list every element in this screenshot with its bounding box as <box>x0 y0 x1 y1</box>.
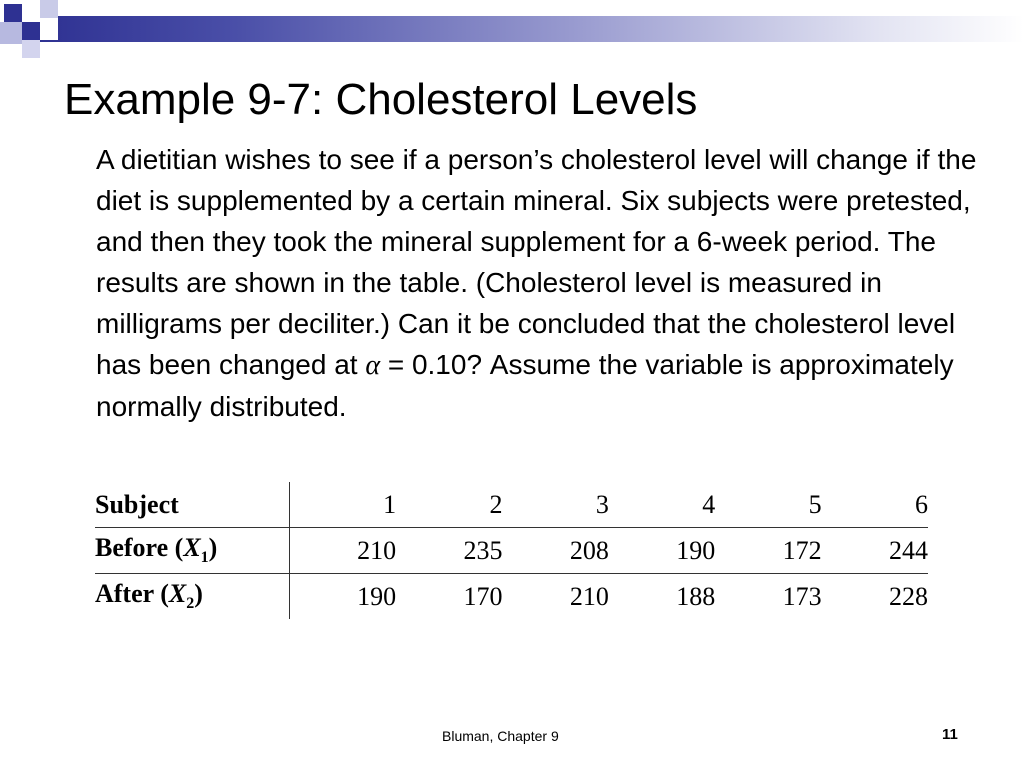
footer-source: Bluman, Chapter 9 <box>442 728 559 744</box>
decor-square <box>22 40 40 58</box>
decor-square <box>22 22 40 40</box>
table-row-before <box>95 528 928 574</box>
after-value: 188 <box>676 581 716 611</box>
problem-statement <box>96 139 996 427</box>
decor-square <box>22 4 40 22</box>
subject-number: 1 <box>289 482 396 528</box>
alpha-symbol: α <box>365 350 381 381</box>
problem-text-part-1: A dietitian wishes to see if a person’s cholesterol level will change if the diet is supplemented by a certain mineral. Six subjects were pretested, and then they took the mineral supplement for a 6-week period. The results are shown in the table. (Cholesterol level is measured in milligrams per deciliter.) Can it be concluded that the cholesterol level has been changed at <box>96 144 977 380</box>
decor-square <box>4 4 22 22</box>
header-decoration <box>0 0 1024 70</box>
subject-number: 2 <box>396 482 502 528</box>
after-value: 173 <box>782 581 822 611</box>
after-value: 170 <box>463 581 503 611</box>
before-value: 235 <box>396 528 502 574</box>
row-label: After <box>95 579 154 609</box>
before-value: 190 <box>609 528 715 574</box>
decor-square <box>40 18 58 40</box>
after-value: 190 <box>357 581 397 611</box>
decor-square <box>40 0 58 18</box>
before-value: 210 <box>289 528 396 574</box>
before-value: 244 <box>822 528 928 574</box>
header-gradient-bar <box>38 16 1024 42</box>
subject-number: 6 <box>822 482 928 528</box>
problem-text-part-2: = 0.10? Assume the variable is approximately normally distributed. <box>96 349 954 422</box>
variable-subscript: 2 <box>186 595 195 613</box>
slide-footer <box>0 726 1024 748</box>
decor-square <box>0 22 22 44</box>
page-number: 11 <box>942 726 958 743</box>
table-row-after <box>95 574 928 620</box>
row-header-subject: Subject <box>95 482 289 528</box>
row-header-after: After $(X_2)$ <box>95 574 289 620</box>
subject-number: 5 <box>715 482 821 528</box>
row-label: Before <box>95 533 169 563</box>
variable-name: X <box>168 579 187 609</box>
after-value: 228 <box>889 581 928 611</box>
before-value: 172 <box>715 528 821 574</box>
slide-title: Example 9-7: Cholesterol Levels <box>64 75 698 124</box>
after-value: 210 <box>569 581 609 611</box>
subject-number: 4 <box>609 482 715 528</box>
before-value: 208 <box>502 528 608 574</box>
row-header-before: Before $(X_1)$ <box>95 528 289 574</box>
cholesterol-table <box>95 482 928 619</box>
variable-subscript: 1 <box>200 549 209 567</box>
subject-number: 3 <box>502 482 608 528</box>
table-row-subjects <box>95 482 928 528</box>
variable-name: X <box>183 533 201 563</box>
